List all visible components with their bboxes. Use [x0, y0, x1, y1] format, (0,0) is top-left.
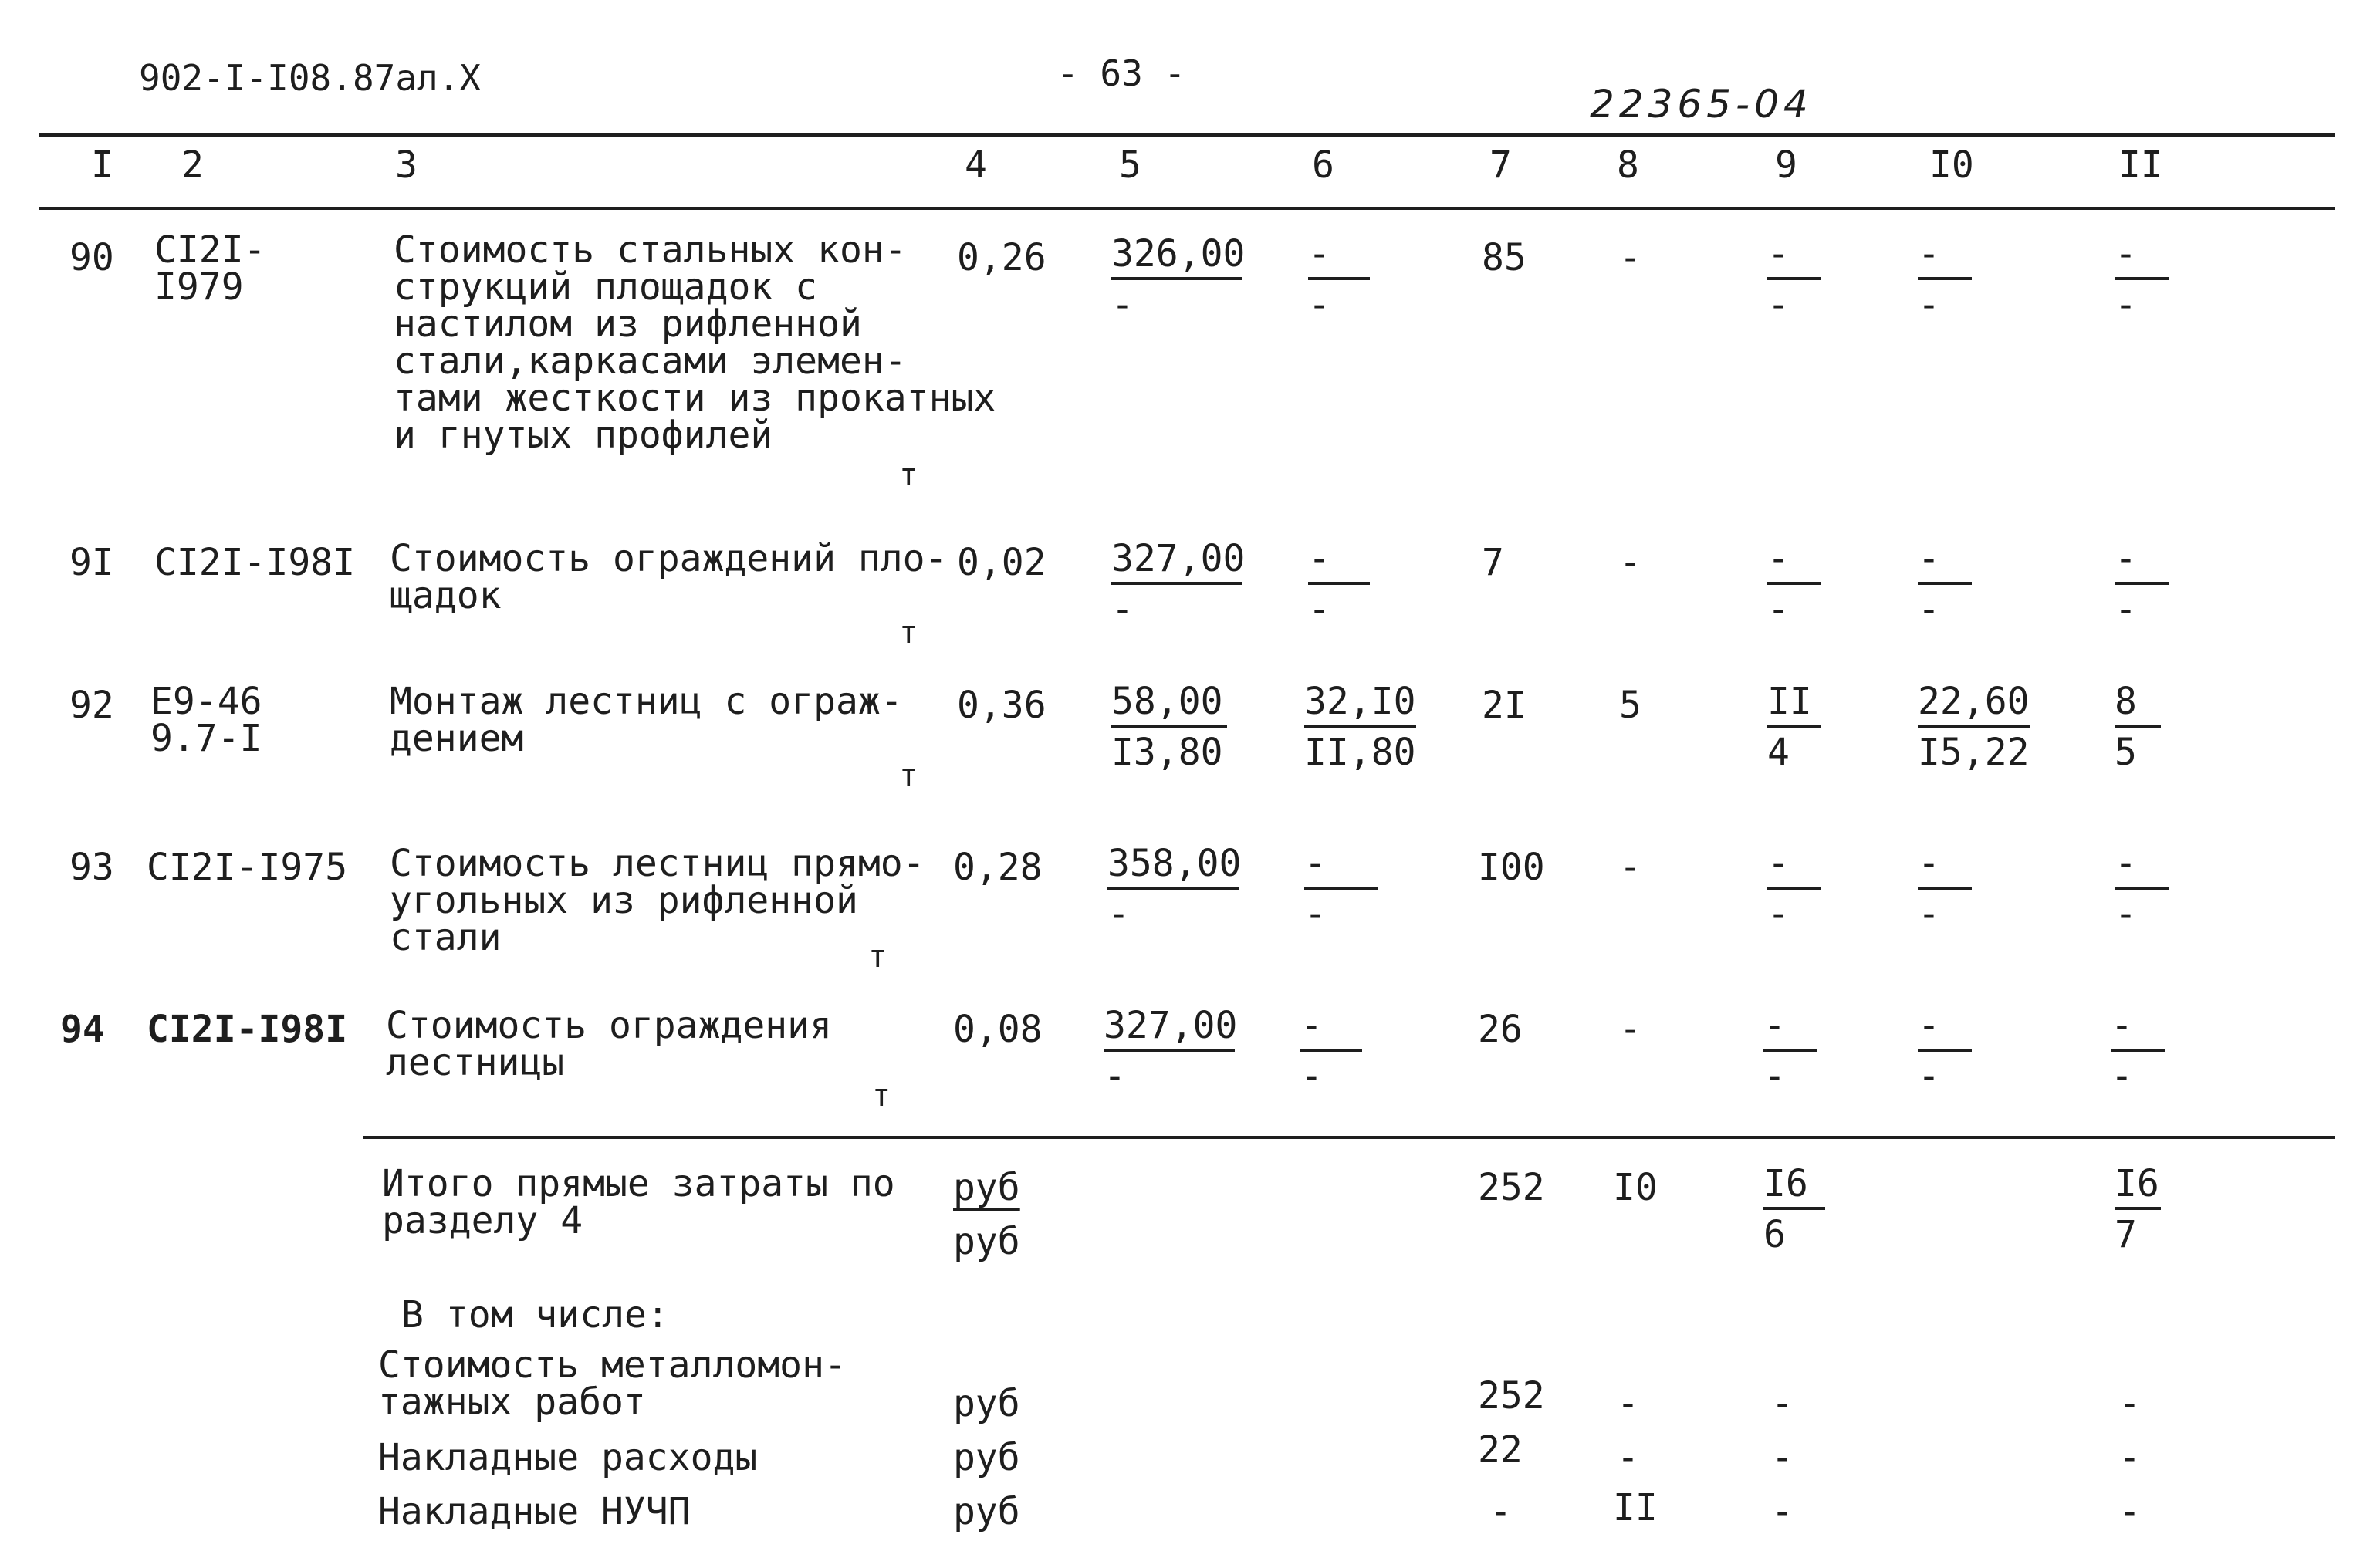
row-col6: - - — [1308, 540, 1370, 628]
breakdown-col9: - — [1771, 1382, 1794, 1425]
breakdown-col8: - — [1617, 1436, 1639, 1479]
row-col10: 22,60 I5,22 — [1918, 680, 2030, 774]
row-col6: - - — [1308, 235, 1370, 323]
totals-col8: I0 — [1613, 1166, 1658, 1209]
row-code: CI2I-I98I — [154, 541, 356, 584]
row-quantity: 0,36 — [957, 684, 1046, 727]
row-col10: - - — [1918, 540, 1972, 628]
row-quantity: 0,26 — [957, 236, 1046, 279]
breakdown-unit: руб — [953, 1490, 1020, 1533]
row-unit: т — [872, 1078, 891, 1113]
totals-col11: I6 7 — [2115, 1165, 2161, 1253]
breakdown-col8: II — [1613, 1486, 1658, 1529]
col-header-1: I — [91, 144, 113, 187]
row-col5: 327,00 - — [1111, 537, 1246, 631]
breakdown-label: Накладные расходы — [378, 1436, 758, 1479]
row-col10: - - — [1918, 235, 1972, 323]
row-number: 93 — [69, 846, 114, 889]
row-col8: - — [1619, 236, 1641, 279]
header-bottom-rule — [39, 207, 2335, 210]
row-description: Стоимость лестниц прямо- угольных из рифленной стали — [390, 842, 925, 959]
breakdown-col11: - — [2118, 1382, 2141, 1425]
row-number: 90 — [69, 236, 114, 279]
row-col8: 5 — [1619, 684, 1641, 727]
row-col11: - - — [2115, 845, 2169, 933]
row-col7: 2I — [1482, 684, 1526, 727]
row-description: Стоимость стальных кон- струкций площадок с настилом из рифленной стали,каркасами элемен- тами жесткости из прокатных и гнутых профилей — [394, 228, 996, 457]
row-col7: 7 — [1482, 541, 1504, 584]
row-col11: - - — [2115, 540, 2169, 628]
totals-unit-bottom: руб — [953, 1220, 1020, 1263]
row-quantity: 0,28 — [953, 846, 1043, 889]
row-col11: 8 5 — [2115, 683, 2161, 771]
col-header-4: 4 — [965, 144, 987, 187]
row-col7: 26 — [1478, 1008, 1523, 1051]
breakdown-unit: руб — [953, 1382, 1020, 1425]
breakdown-col9: - — [1771, 1490, 1794, 1533]
including-label: В том числе: — [401, 1293, 669, 1337]
row-col9: - - — [1763, 1007, 1817, 1095]
document-code: 902-I-I08.87ал.X — [139, 57, 482, 99]
row-col6: 32,I0 II,80 — [1304, 680, 1416, 774]
row-col6: - - — [1300, 1007, 1362, 1095]
row-col8: - — [1619, 1008, 1641, 1051]
row-number: 9I — [69, 541, 114, 584]
row-unit: т — [899, 758, 918, 793]
breakdown-label: Стоимость металломон- тажных работ — [378, 1343, 847, 1424]
breakdown-col7: 252 — [1478, 1374, 1545, 1418]
row-code: E9-46 9.7-I — [150, 680, 262, 760]
row-unit: т — [868, 939, 887, 975]
table-top-rule — [39, 133, 2335, 137]
row-col11: - - — [2111, 1007, 2165, 1095]
totals-label: Итого прямые затраты по разделу 4 — [382, 1162, 895, 1242]
col-header-3: 3 — [395, 144, 418, 187]
row-col11: - - — [2115, 235, 2169, 323]
totals-unit-top: руб — [953, 1166, 1020, 1209]
row-quantity: 0,02 — [957, 541, 1046, 584]
row-col8: - — [1619, 846, 1641, 889]
col-header-5: 5 — [1119, 144, 1141, 187]
breakdown-col7: 22 — [1478, 1428, 1523, 1472]
row-code: CI2I-I975 — [147, 846, 348, 889]
row-quantity: 0,08 — [953, 1008, 1043, 1051]
row-col7: I00 — [1478, 846, 1545, 889]
row-col7: 85 — [1482, 236, 1526, 279]
row-col5: 327,00 - — [1104, 1004, 1238, 1098]
breakdown-col11: - — [2118, 1436, 2141, 1479]
row-col8: - — [1619, 541, 1641, 584]
row-number: 94 — [60, 1008, 105, 1051]
totals-col9: I6 6 — [1763, 1165, 1825, 1253]
totals-rule — [363, 1136, 2335, 1139]
breakdown-col11: - — [2118, 1490, 2141, 1533]
col-header-2: 2 — [181, 144, 204, 187]
row-col5: 326,00 - — [1111, 232, 1246, 326]
breakdown-col7: - — [1489, 1490, 1512, 1533]
row-col9: - - — [1767, 540, 1821, 628]
row-description: Монтаж лестниц с ограж- дением — [390, 680, 903, 760]
breakdown-col9: - — [1771, 1436, 1794, 1479]
row-code: CI2I- I979 — [154, 228, 266, 309]
row-col9: - - — [1767, 845, 1821, 933]
row-col5: 358,00 - — [1107, 842, 1242, 936]
page-number: - 63 - — [1057, 52, 1186, 94]
col-header-11: II — [2118, 144, 2163, 187]
breakdown-col8: - — [1617, 1382, 1639, 1425]
row-col10: - - — [1918, 845, 1972, 933]
col-header-9: 9 — [1775, 144, 1797, 187]
breakdown-unit: руб — [953, 1436, 1020, 1479]
row-code: CI2I-I98I — [147, 1008, 348, 1051]
col-header-8: 8 — [1617, 144, 1639, 187]
col-header-6: 6 — [1312, 144, 1334, 187]
row-col9: II 4 — [1767, 683, 1821, 771]
row-unit: т — [899, 615, 918, 651]
row-col9: - - — [1767, 235, 1821, 323]
row-col6: - - — [1304, 845, 1378, 933]
row-col5: 58,00 I3,80 — [1111, 683, 1227, 771]
col-header-10: I0 — [1929, 144, 1974, 187]
row-description: Стоимость ограждений пло- щадок — [390, 537, 948, 617]
row-col10: - - — [1918, 1007, 1972, 1095]
row-description: Стоимость ограждения лестницы — [386, 1004, 832, 1084]
col-header-7: 7 — [1489, 144, 1512, 187]
inventory-number: 22365-04 — [1590, 82, 1813, 127]
row-unit: т — [899, 458, 918, 493]
breakdown-label: Накладные НУЧП — [378, 1490, 691, 1533]
row-number: 92 — [69, 684, 114, 727]
totals-col7: 252 — [1478, 1166, 1545, 1209]
